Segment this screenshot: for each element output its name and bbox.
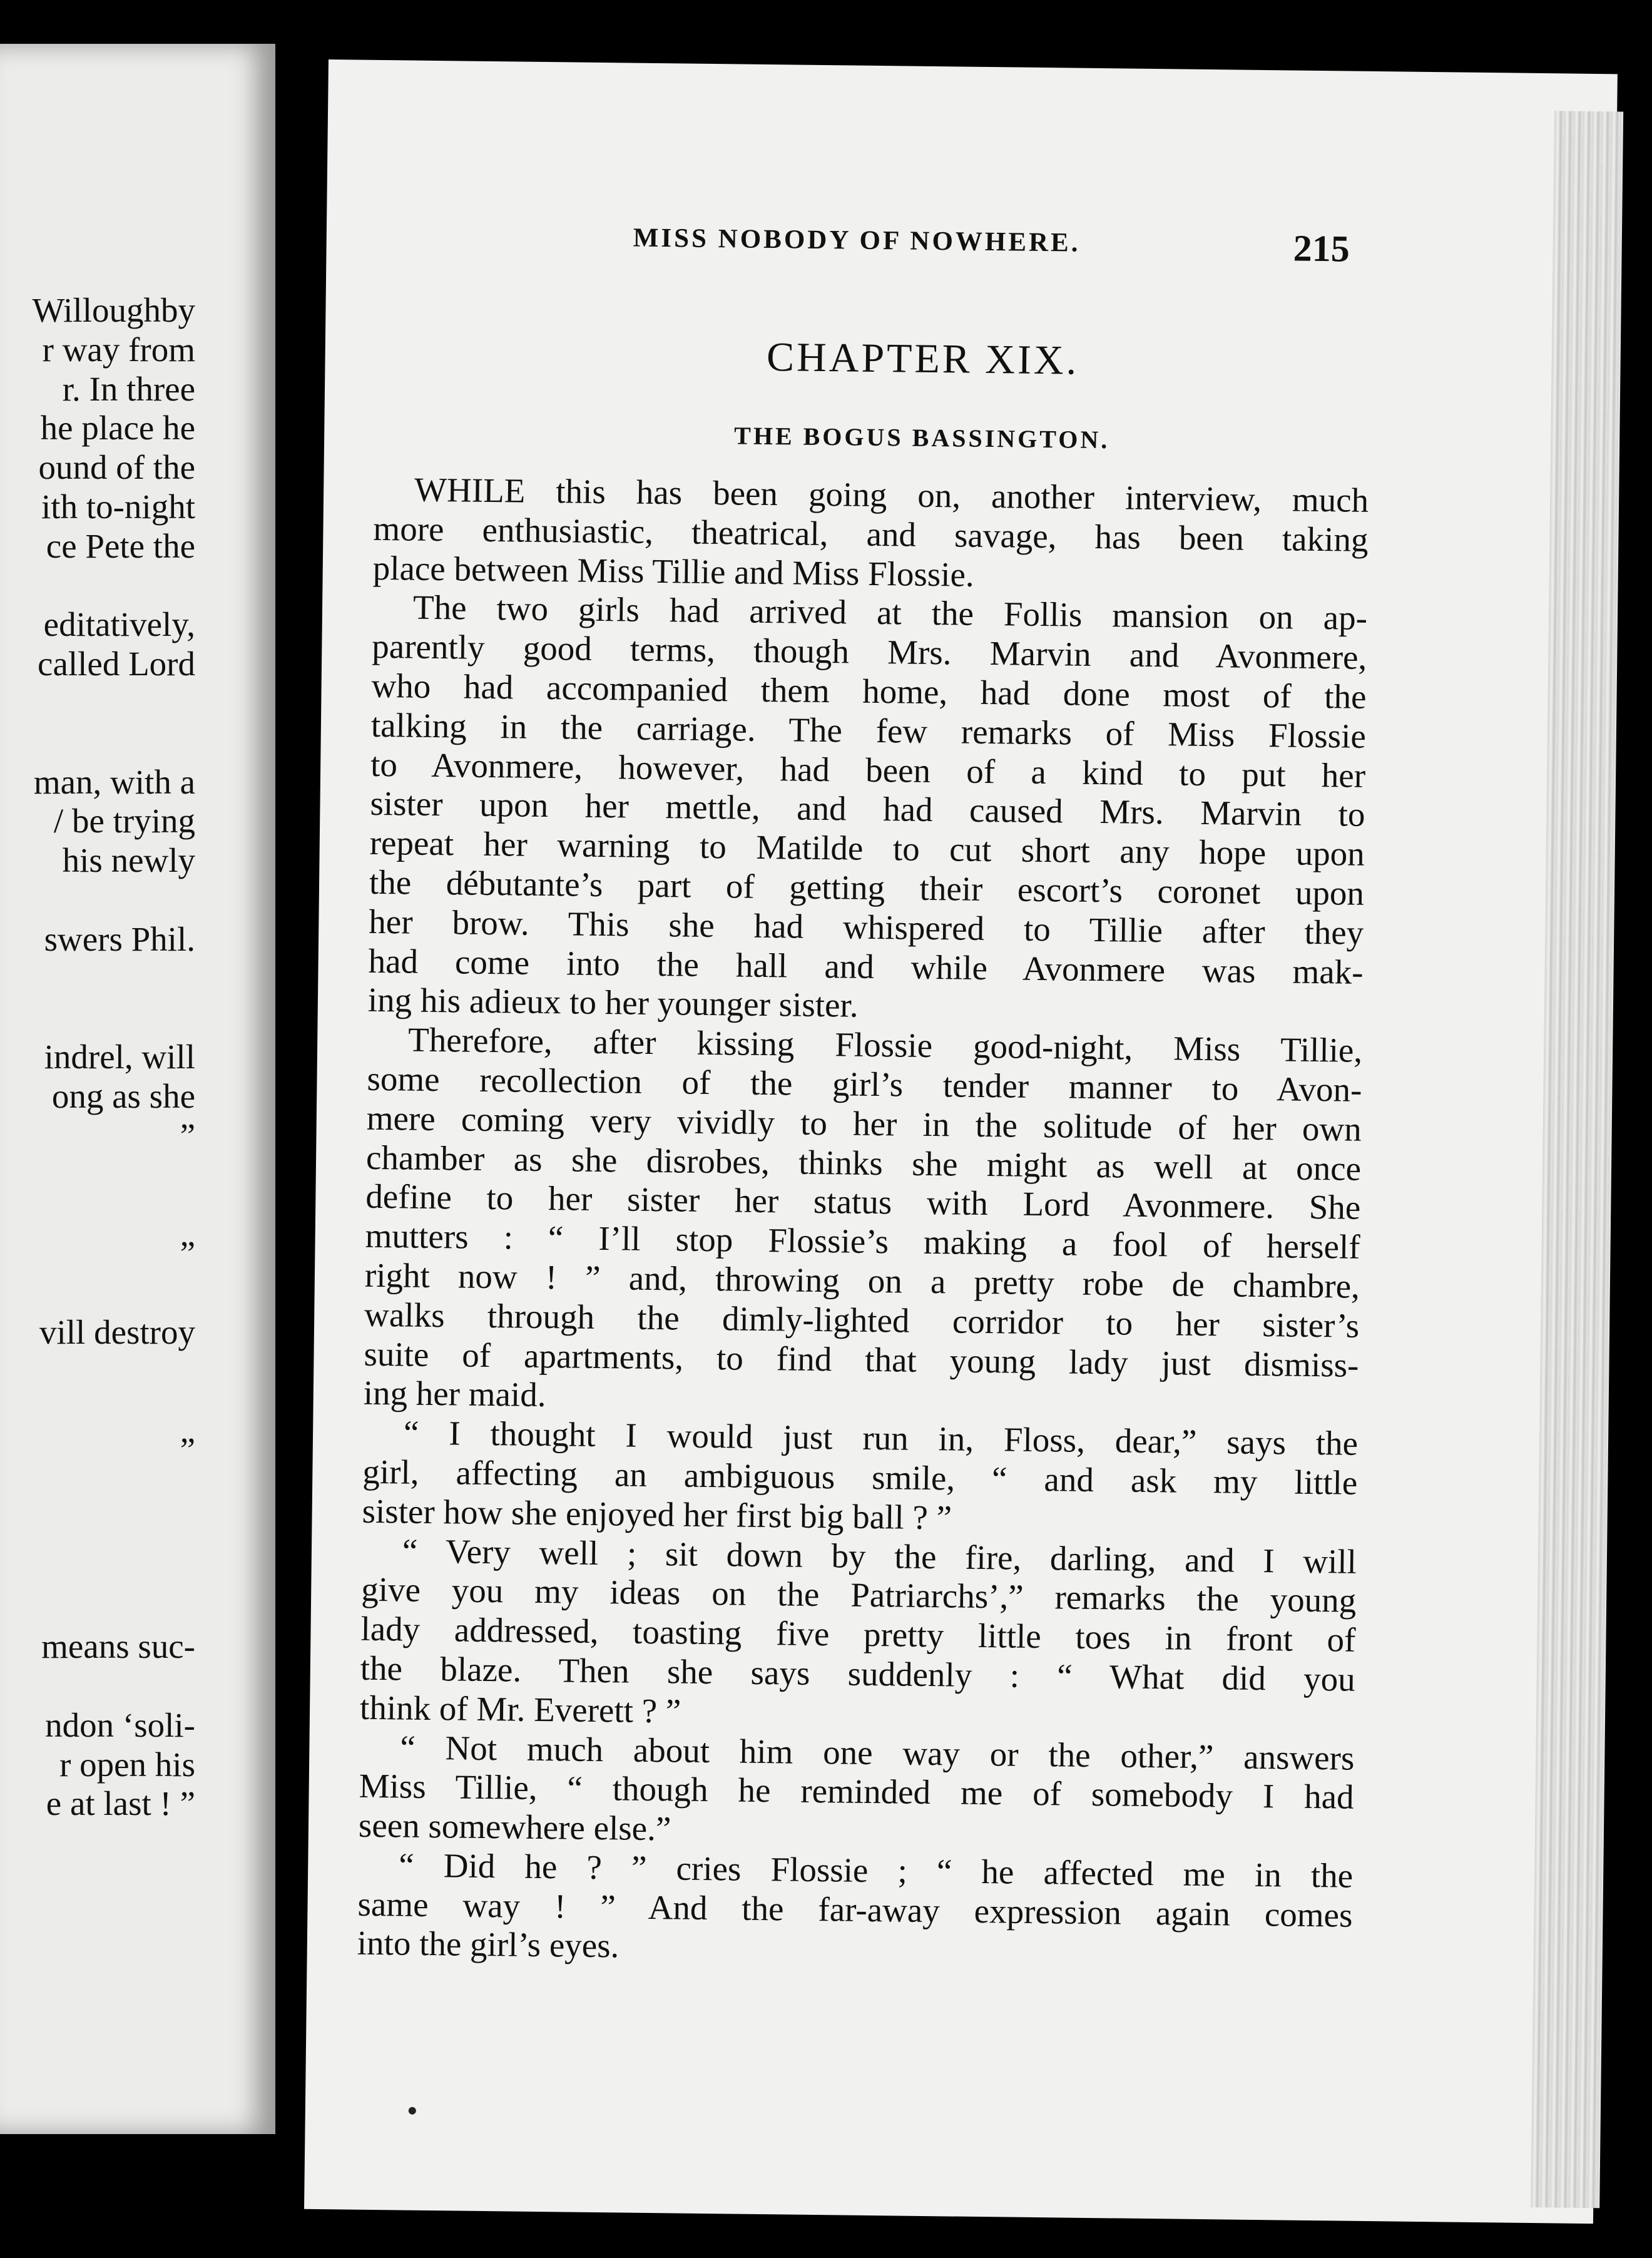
text-line: place between Miss Tillie and Miss Flossie. bbox=[372, 548, 975, 594]
text-line: seen somewhere else.” bbox=[358, 1806, 671, 1848]
left-page-line: ndon ‘soli- bbox=[45, 1705, 195, 1744]
left-page-line: called Lord bbox=[38, 645, 195, 683]
text-line: “ I thought I would just run in, Floss, dear,” says the bbox=[403, 1413, 1359, 1463]
text-line: “ Not much about him one way or the other,” answers bbox=[400, 1727, 1355, 1777]
text-line: suite of apartments, to find that young lady just dismiss- bbox=[364, 1334, 1359, 1384]
text-line: the blaze. Then she says suddenly : “ What did you bbox=[360, 1648, 1356, 1699]
paragraph bbox=[362, 1413, 1358, 1542]
left-page-line: man, with a bbox=[33, 762, 195, 801]
left-page-line: ” bbox=[180, 1116, 195, 1155]
text-line: more enthusiastic, theatrical, and savage, has been taking bbox=[373, 509, 1369, 559]
body-text bbox=[357, 470, 1369, 1974]
text-line: Miss Tillie, “ though he reminded me of somebody I had bbox=[359, 1767, 1354, 1817]
left-page-line: ong as she bbox=[51, 1077, 195, 1115]
text-line: ing her maid. bbox=[363, 1374, 546, 1414]
chapter-title: CHAPTER XIX. bbox=[766, 334, 1079, 384]
print-speck bbox=[409, 2107, 416, 2115]
right-page bbox=[304, 59, 1618, 2224]
text-line: some recollection of the girl’s tender manner to Avon- bbox=[367, 1059, 1362, 1109]
text-line: think of Mr. Everett ? ” bbox=[359, 1688, 681, 1730]
text-line: mutters : “ I’ll stop Flossie’s making a fool of herself bbox=[365, 1216, 1360, 1266]
page-edge-stack bbox=[1531, 111, 1623, 2208]
text-line: parently good terms, though Mrs. Marvin and Avonmere, bbox=[372, 627, 1367, 677]
text-line: sister how she enjoyed her first big ball ? ” bbox=[362, 1491, 952, 1537]
left-page-line: e at last ! ” bbox=[46, 1784, 195, 1823]
text-line: Therefore, after kissing Flossie good-night, Miss Tillie, bbox=[407, 1020, 1363, 1070]
left-page-line: means suc- bbox=[41, 1627, 195, 1666]
left-page-line: swers Phil. bbox=[44, 919, 195, 958]
paragraph bbox=[357, 1846, 1353, 1974]
left-page-line: ” bbox=[180, 1431, 195, 1469]
text-line: WHILE this has been going on, another interview, much bbox=[414, 470, 1369, 519]
text-line: The two girls had arrived at the Follis mansion on ap- bbox=[412, 588, 1368, 638]
left-page-line: r way from bbox=[42, 330, 195, 369]
left-page-line: ound of the bbox=[38, 448, 195, 487]
text-line: ing his adieux to her younger sister. bbox=[367, 981, 859, 1025]
left-page-line: he place he bbox=[40, 409, 195, 447]
text-line: the débutante’s part of getting their escort’s coronet upon bbox=[369, 862, 1365, 912]
left-page-line: ith to-night bbox=[41, 488, 195, 526]
left-page bbox=[0, 44, 275, 2134]
text-line: mere coming very vividly to her in the solitude of her own bbox=[366, 1098, 1362, 1148]
left-page-line: ” bbox=[180, 1234, 195, 1273]
text-line: walks through the dimly-lighted corridor to her sister’s bbox=[364, 1295, 1360, 1345]
left-page-line: ce Pete the bbox=[46, 526, 195, 565]
text-line: who had accompanied them home, had done most of the bbox=[371, 666, 1367, 716]
paragraph bbox=[363, 1020, 1362, 1424]
left-page-line: his newly bbox=[62, 841, 195, 880]
text-line: girl, affecting an ambiguous smile, “ and ask my little bbox=[362, 1452, 1358, 1502]
left-page-line: r open his bbox=[59, 1745, 195, 1784]
text-line: right now ! ” and, throwing on a pretty robe de chambre, bbox=[364, 1255, 1360, 1305]
paragraph bbox=[368, 588, 1368, 1031]
text-line: define to her sister her status with Lord Avonmere. She bbox=[365, 1177, 1361, 1227]
text-line: repeat her warning to Matilde to cut short any hope upon bbox=[369, 824, 1365, 874]
left-page-line: editatively, bbox=[43, 605, 195, 644]
chapter-subtitle: THE BOGUS BASSINGTON. bbox=[733, 421, 1110, 454]
text-line: “ Did he ? ” cries Flossie ; “ he affected me in the bbox=[398, 1846, 1354, 1895]
text-line: chamber as she disrobes, thinks she might as well at once bbox=[365, 1138, 1362, 1188]
text-line: her brow. This she had whispered to Tillie after they bbox=[369, 902, 1364, 952]
text-line: had come into the hall and while Avonmere was mak- bbox=[368, 941, 1364, 991]
running-head: MISS NOBODY OF NOWHERE. bbox=[633, 223, 1081, 258]
left-page-line: indrel, will bbox=[44, 1038, 195, 1076]
text-line: sister upon her mettle, and had caused Mrs. Marvin to bbox=[370, 784, 1365, 834]
text-line: into the girl’s eyes. bbox=[357, 1924, 620, 1965]
paragraph bbox=[372, 470, 1369, 599]
text-line: talking in the carriage. The few remarks of Miss Flossie bbox=[370, 705, 1367, 755]
text-line: same way ! ” And the far-away expression again comes bbox=[357, 1884, 1353, 1934]
page-number: 215 bbox=[1293, 227, 1350, 270]
left-page-line: vill destroy bbox=[39, 1312, 195, 1351]
left-page-line: Willoughby bbox=[32, 291, 195, 329]
left-page-line: / be trying bbox=[53, 802, 195, 840]
text-line: to Avonmere, however, had been of a kind to put her bbox=[370, 745, 1366, 795]
paragraph bbox=[359, 1727, 1355, 1856]
left-page-line: r. In three bbox=[62, 369, 195, 408]
text-line: “ Very well ; sit down by the fire, darling, and I will bbox=[402, 1531, 1357, 1581]
text-line: lady addressed, toasting five pretty little toes in front of bbox=[360, 1609, 1356, 1659]
text-line: give you my ideas on the Patriarchs’,” remarks the young bbox=[360, 1570, 1357, 1620]
paragraph bbox=[360, 1531, 1357, 1739]
